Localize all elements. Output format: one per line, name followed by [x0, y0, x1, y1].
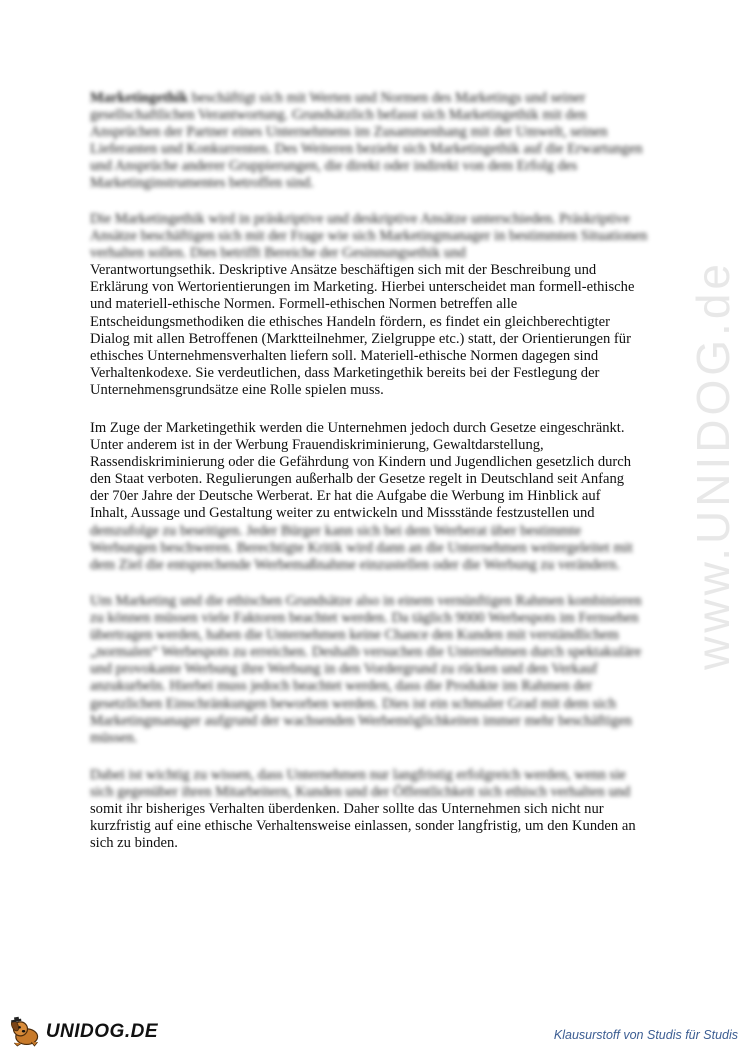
- paragraph-3-blurred-line-2: Werbungen beschweren. Berechtigte Kritik wird dann an die Unternehmen weitergeleitet mit: [90, 539, 633, 556]
- paragraph-2-blurred: Die Marketingethik wird in präskriptive und deskriptive Ansätze unterschieden. Präskriptive Ansätze beschäftigen sich mit der Frage wie sich Marketingmanager in bestimmten Situationen verhalten sollen. Dies betrifft Bereiche der Gesinnungsethik und: [90, 211, 648, 262]
- paragraph-1: [90, 90, 658, 193]
- paragraph-2-line-6: ethisches Unternehmensverhalten liefern soll. Materiell-ethische Normen dagegen sind: [90, 347, 599, 364]
- paragraph-3-line-1: Im Zuge der Marketingethik werden die Unternehmen jedoch durch Gesetze eingeschränkt.: [90, 420, 625, 436]
- paragraph-3-line-2: Unter anderem ist in der Werbung Frauendiskriminierung, Gewaltdarstellung,: [90, 437, 544, 454]
- paragraph-3: [90, 420, 658, 574]
- paragraph-2-line-1: Verantwortungsethik. Deskriptive Ansätze beschäftigen sich mit der Beschreibung und: [90, 262, 597, 279]
- paragraph-2-line-2: Erklärung von Wertorientierungen im Marketing. Hierbei unterscheidet man formell-ethische: [90, 279, 635, 296]
- paragraph-2-line-8: Unternehmensgrundsätze eine Rolle spielen muss.: [90, 381, 384, 398]
- paragraph-2-line-7: Verhaltenkodexe. Sie verdeutlichen, dass Marketingethik bereits bei der Festlegung der: [90, 364, 600, 381]
- watermark: www.UNIDOG.de: [687, 260, 739, 670]
- paragraph-2-line-4: Entscheidungsmethodiken die ethisches Handeln fördern, es findet ein gleichberechtigter: [90, 313, 610, 330]
- paragraph-5-blurred-line-1: Dabei ist wichtig zu wissen, dass Unternehmen nur langfristig erfolgreich werden, wenn sie: [90, 767, 626, 783]
- paragraph-3-line-5: der 70er Jahre der Deutsche Werberat. Er hat die Aufgabe die Werbung im Hinblick auf: [90, 488, 601, 505]
- paragraph-5-line-3: sich zu binden.: [90, 835, 178, 852]
- unidog-logo: [8, 1012, 158, 1052]
- paragraph-4: Um Marketing und die ethischen Grundsätze also in einem vernünftigen Rahmen kombinieren zu können müssen viele Faktoren beachtet werden. Da täglich 9000 Werbespots im Fernsehen übertragen werden, haben die Unternehmen keine Chance den Kunden mit verständlichem „normalen“ Werbespots zu erreichen. Deshalb versuchen die Unternehmen durch spektakuläre und provokante Werbung ihre Werbung in den Vordergrund zu rücken und den Verkauf anzukurbeln. Hierbei muss jedoch beachtet werden, dass die Produkte im Rahmen der gesetzlichen Einschränkungen beworben werden. Dies ist ein schmaler Grad mit dem sich Marketingmanager aufgrund der wachsenden Werbemöglichkeiten immer mehr beschäftigen müssen.: [90, 593, 642, 746]
- footer-tagline: Klausurstoff von Studis für Studis: [553, 1028, 738, 1042]
- paragraph-3-line-3: Rassendiskriminierung oder die Gefährdung von Kindern und Jugendlichen gesetzlich durch: [90, 454, 632, 471]
- term-marketingethik: Marketingethik: [90, 90, 189, 106]
- paragraph-3-line-6: Inhalt, Aussage und Gestaltung weiter zu entwickeln und Missstände festzustellen und: [90, 505, 595, 522]
- paragraph-5: [90, 767, 658, 852]
- paragraph-3-blurred-line-1: demzufolge zu beseitigen. Jeder Bürger kann sich bei dem Werberat über bestimmte: [90, 522, 582, 539]
- paragraph-1-text: beschäftigt sich mit Werten und Normen des Marketings und seiner gesellschaftlichen Verantwortung. Grundsätzlich befasst sich Marketingethik mit den Ansprüchen der Partner eines Unternehmens im Zusammenhang mit der Umwelt, seinen Lieferanten und Konkurrenten. Des Weiteren bezieht sich Marketingethik auf die Erwartungen und Ansprüche anderer Gruppierungen, die direkt oder indirekt von dem Erfolg des Marketinginstrumentes betroffen sind.: [90, 90, 643, 192]
- paragraph-2-line-5: Dialog mit allen Betroffenen (Marktteilnehmer, Zielgruppe etc.) statt, der Orientierungen für: [90, 330, 631, 347]
- logo-text: UNIDOG.DE: [45, 1021, 158, 1042]
- paragraph-3-line-4: den Staat verboten. Regulierungen außerhalb der Gesetze regelt in Deutschland seit Anfang: [90, 471, 625, 488]
- paragraph-5-line-1: somit ihr bisheriges Verhalten überdenken. Daher sollte das Unternehmen sich nicht nur: [90, 801, 604, 818]
- paragraph-2-line-3: und materiell-ethische Normen. Formell-ethischen Normen betreffen alle: [90, 296, 518, 313]
- dog-mascot-icon: [8, 1012, 44, 1052]
- paragraph-5-line-2: kurzfristig auf eine ethische Verhaltensweise einlassen, sonder langfristig, um den Kunden an: [90, 818, 636, 835]
- paragraph-3-blurred-line-3: dem Ziel die entsprechende Werbemaßnahme einzustellen oder die Werbung zu verändern.: [90, 556, 620, 573]
- paragraph-2: [90, 211, 658, 399]
- paragraph-5-blurred-line-2: sich gegenüber ihren Mitarbeitern, Kunden und der Öffentlichkeit sich ethisch verhalten und: [90, 784, 631, 801]
